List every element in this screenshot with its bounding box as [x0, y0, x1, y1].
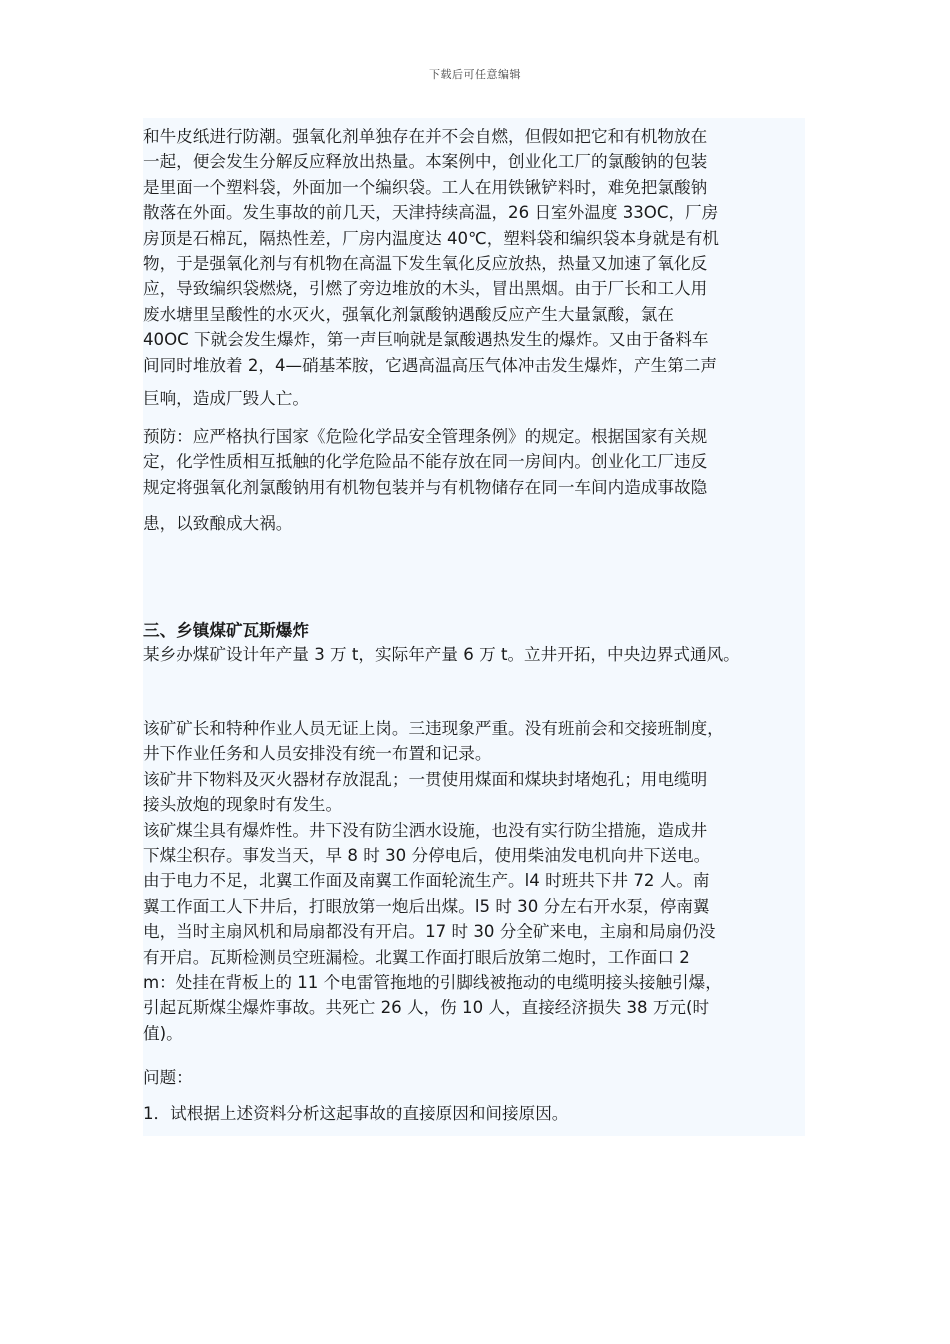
paragraph-accident-analysis-end: 巨响，造成厂毁人亡。 [143, 389, 309, 408]
page-header-note: 下载后可任意编辑 [429, 68, 521, 81]
paragraph-prevention-end: 患，以致酿成大祸。 [143, 514, 293, 533]
section-heading: 三、乡镇煤矿瓦斯爆炸 [143, 621, 309, 640]
paragraph-accident-analysis: 和牛皮纸进行防潮。强氧化剂单独存在并不会自燃，但假如把它和有机物放在 一起，便会发生分解反应释放出热量。本案例中，创业化工厂的氯酸钠的包装 是里面一个塑料袋，外面加一个编织袋。工人在用铁锹铲料时，难免把氯酸钠 散落在外面。发生事故的前几天，天津持续高温，26 日室外温度 33OC，厂房 房顶是石棉瓦，隔热性差，厂房内温度达 40℃，塑料袋和编织袋本身就是有机 物，于是强氧化剂与有机物在高温下发生氧化反应放热，热量又加速了氧化反 应，导致编织袋燃烧，引燃了旁边堆放的木头，冒出黑烟。由于厂长和工人用 废水塘里呈酸性的水灭火，强氧化剂氯酸钠遇酸反应产生大量氯酸，氯在 40OC 下就会发生爆炸，第一声巨响就是氯酸遇热发生的爆炸。又由于备料车 间同时堆放着 2，4—硝基苯胺，它遇高温高压气体冲击发生爆炸，产生第二声 [143, 127, 720, 375]
section-intro: 某乡办煤矿设计年产量 3 万 t，实际年产量 6 万 t。立井开拓，中央边界式通风。 [143, 645, 740, 664]
questions-label: 问题： [143, 1068, 193, 1087]
case-description: 该矿矿长和特种作业人员无证上岗。三违现象严重。没有班前会和交接班制度， 井下作业任务和人员安排没有统一布置和记录。 该矿井下物料及灭火器材存放混乱；一贯使用煤面和煤块封堵炮孔；用电缆明 接头放炮的现象时有发生。 该矿煤尘具有爆炸性。井下没有防尘洒水设施，也没有实行防尘措施，造成井 下煤尘积存。事发当天，早 8 时 30 分停电后，使用柴油发电机向井下送电。 由于电力不足，北翼工作面及南翼工作面轮流生产。l4 时班共下井 72 人。南 翼工作面工人下井后，打眼放第一炮后出煤。l5 时 30 分左右开水泵，停南翼 电，当时主扇风机和局扇都没有开启。17 时 30 分全矿来电，主扇和局扇仍没 有开启。瓦斯检测员空班漏检。北翼工作面打眼后放第二炮时，工作面口 2 m：处挂在背板上的 11 个电雷管拖地的引脚线被拖动的电缆明接头接触引爆， 引起瓦斯煤尘爆炸事故。共死亡 26 人，伤 10 人，直接经济损失 38 万元(时 值)。 [143, 719, 724, 1043]
question-item: 1．试根据上述资料分析这起事故的直接原因和间接原因。 [143, 1104, 569, 1123]
paragraph-prevention: 预防：应严格执行国家《危险化学品安全管理条例》的规定。根据国家有关规 定，化学性质相互抵触的化学危险品不能存放在同一房间内。创业化工厂违反 规定将强氧化剂氯酸钠用有机物包装并与有机物储存在同一车间内造成事故隐 [143, 427, 708, 497]
